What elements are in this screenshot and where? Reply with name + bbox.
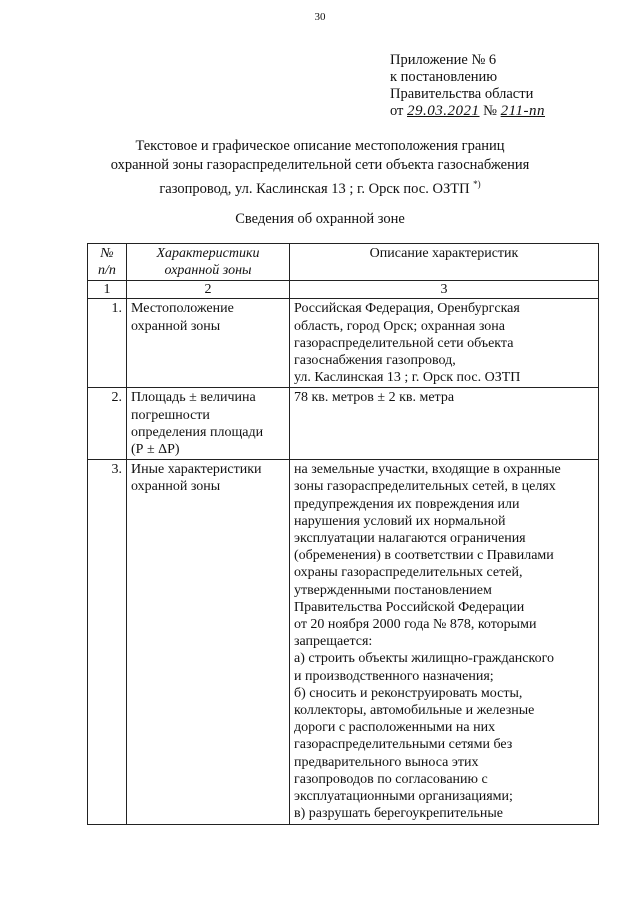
handwritten-number: 211-пп [500, 103, 546, 119]
header-text: охранной зоны [164, 263, 252, 279]
table-row [88, 460, 599, 824]
row-desc-line: нарушения условий их нормальной [294, 513, 506, 529]
number-sign: № [483, 103, 497, 119]
row-desc-line: газораспределительной сети объекта [294, 335, 514, 351]
table-header-row [88, 244, 599, 281]
header-cell-description: Описание характеристик [290, 244, 599, 281]
row-desc-line: Российская Федерация, Оренбургская [294, 301, 520, 317]
row-desc-line: и производственного назначения; [294, 668, 494, 684]
row-desc-line: (обременения) в соответствии с Правилами [294, 548, 554, 564]
row-desc-line: на земельные участки, входящие в охранные [294, 462, 561, 478]
row-desc-line: область, город Орск; охранная зона [294, 318, 505, 334]
title-line-text: газопровод, ул. Каслинская 13 ; г. Орск пос. ОЗТП [159, 180, 470, 197]
row-desc-line: в) разрушать берегоукрепительные [294, 806, 504, 822]
row-desc-line: дороги с расположенными на них [294, 720, 496, 736]
header-cell-characteristics [127, 244, 290, 281]
row-name [127, 460, 290, 824]
row-name-line: (Р ± ΔР) [131, 442, 180, 458]
row-desc-line: предварительного выноса этих [294, 754, 479, 770]
row-desc-line: газораспределительными сетями без [294, 737, 513, 753]
row-name-line: Местоположение [131, 301, 234, 317]
row-desc-line: коллекторы, автомобильные и железные [294, 703, 535, 719]
row-description [290, 460, 599, 824]
row-name-line: Площадь ± величина [131, 390, 256, 406]
appendix-line: к постановлению [390, 69, 498, 85]
header-cell-number [88, 244, 127, 281]
row-desc-line: зоны газораспределительных сетей, в целях [294, 479, 556, 495]
row-number: 1. [88, 299, 127, 388]
row-name-line: определения площади [131, 424, 264, 440]
row-name [127, 388, 290, 460]
row-name [127, 299, 290, 388]
column-number: 3 [290, 281, 599, 299]
row-desc-line: охраны газораспределительных сетей, [294, 565, 523, 581]
row-description [290, 299, 599, 388]
row-desc-line: утвержденными постановлением [294, 582, 492, 598]
row-desc-line: предупреждения их повреждения или [294, 496, 520, 512]
row-name-line: охранной зоны [131, 318, 221, 334]
row-name-line: Иные характеристики [131, 462, 262, 478]
row-desc-line: а) строить объекты жилищно-гражданского [294, 651, 554, 667]
column-number-row [88, 281, 599, 299]
row-name-line: охранной зоны [131, 479, 221, 495]
row-desc-line: от 20 ноября 2000 года № 878, которыми [294, 617, 537, 633]
section-title: Сведения об охранной зоне [235, 211, 405, 227]
protection-zone-table [87, 243, 599, 825]
row-desc-line: запрещается: [294, 634, 373, 650]
row-desc-line: газоснабжения газопровод, [294, 353, 456, 369]
date-prefix: от [390, 103, 404, 119]
header-text: п/п [98, 263, 116, 279]
page-number: 30 [314, 11, 326, 23]
row-description [290, 388, 599, 460]
row-desc-line: эксплуатационными организациями; [294, 789, 513, 805]
row-desc-line: ул. Каслинская 13 ; г. Орск пос. ОЗТП [294, 370, 521, 386]
header-text: Характеристики [156, 246, 260, 261]
row-desc-line: газопроводов по согласованию с [294, 771, 488, 787]
title-line-last [0, 175, 640, 199]
column-number: 2 [127, 281, 290, 299]
row-desc-line: 78 кв. метров ± 2 кв. метра [294, 390, 455, 406]
row-number: 3. [88, 460, 127, 824]
table-row [88, 299, 599, 388]
column-number: 1 [88, 281, 127, 299]
document-title [0, 137, 640, 199]
appendix-date-line [390, 103, 545, 120]
row-desc-line: б) сносить и реконструировать мосты, [294, 685, 523, 701]
footnote-mark: *) [473, 179, 481, 189]
header-text: № [100, 246, 114, 261]
row-name-line: погрешности [131, 407, 210, 423]
row-desc-line: Правительства Российской Федерации [294, 599, 525, 615]
row-desc-line: эксплуатации налагаются ограничения [294, 531, 526, 547]
table-row [88, 388, 599, 460]
appendix-block [390, 52, 545, 120]
appendix-line: Правительства области [390, 86, 534, 102]
appendix-line: Приложение № 6 [390, 52, 497, 68]
title-line: охранной зоны газораспределительной сети объекта газоснабжения [110, 157, 530, 173]
row-number: 2. [88, 388, 127, 460]
handwritten-date: 29.03.2021 [407, 103, 480, 119]
title-line: Текстовое и графическое описание местоположения границ [135, 138, 505, 154]
